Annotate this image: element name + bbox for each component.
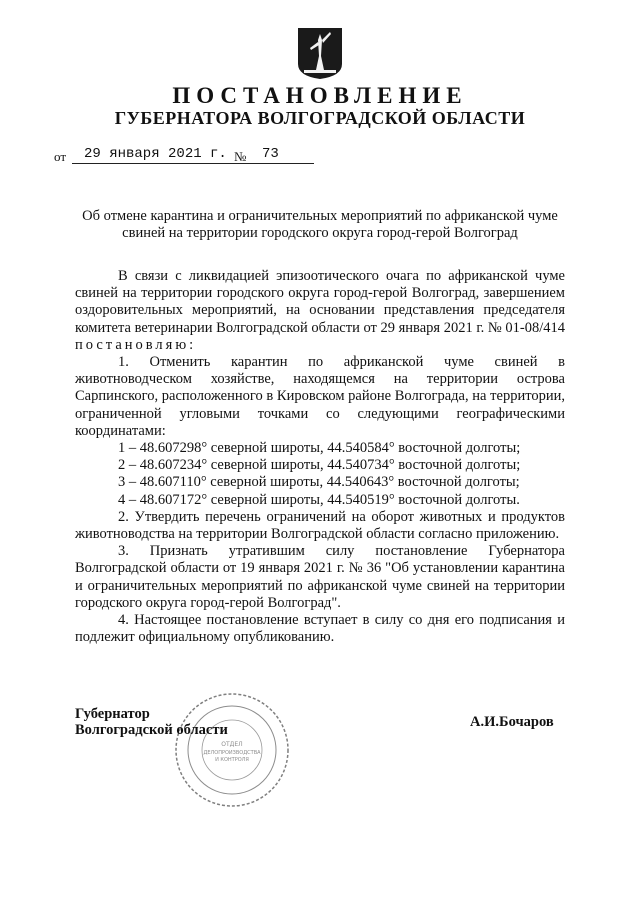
signatory-position-line1: Губернатор [75, 706, 150, 722]
number-underline [252, 163, 314, 164]
stamp-text-3: И КОНТРОЛЯ [215, 757, 249, 763]
coordinate-4: 4 – 48.607172° северной широты, 44.540519° восточной долготы. [118, 491, 520, 508]
date-underline [72, 163, 257, 164]
item-2: 2. Утвердить перечень ограничений на оборот животных и продуктов животноводства на территории Волгоградской области согласно приложению. [75, 508, 565, 543]
document-body [75, 268, 565, 646]
number-label: № [234, 149, 247, 164]
signatory-position [75, 706, 228, 738]
document-subtitle: ГУБЕРНАТОРА ВОЛГОГРАДСКОЙ ОБЛАСТИ [114, 108, 526, 128]
stamp-text-1: ОТДЕЛ [221, 741, 243, 748]
coordinate-2: 2 – 48.607234° северной широты, 44.540734° восточной долготы; [118, 457, 521, 474]
item-4: 4. Настоящее постановление вступает в силу со дня его подписания и подлежит официальному опубликованию. [75, 612, 565, 646]
coordinate-1: 1 – 48.607298° северной широты, 44.540584° восточной долготы; [118, 440, 521, 457]
document-date: 29 января 2021 г. [84, 146, 227, 162]
intro-paragraph [75, 268, 565, 354]
item-3: 3. Признать утратившим силу постановление Губернатора Волгоградской области от 19 января 2021 г. № 36 "Об установлении карантина и ограничительных мероприятий по африканской чуме свиней на территории городского округа город-герой Волгоград". [75, 543, 565, 611]
stamp-text-2: ДЕЛОПРОИЗВОДСТВА [203, 750, 261, 756]
volgograd-coat-of-arms-icon [296, 26, 344, 80]
signatory-position-line2: Волгоградской области [75, 722, 228, 738]
intro-text: В связи с ликвидацией эпизоотического очага по африканской чуме свиней на территории городского округа город-герой Волгоград, завершением оздоровительных мероприятий, на основании представления председателя комитета ветеринарии Волгоградской области от 29 января 2021 г. № 01-08/414 [75, 268, 565, 336]
item-1: 1. Отменить карантин по африканской чуме свиней в животноводческом хозяйстве, находящемся на территории острова Сарпинского, расположенного в Кировском районе Волгограда, на территории, ограниченной угловыми точками со следующими географическими координатами: [75, 354, 565, 439]
decree-word: постановляю: [75, 336, 197, 353]
signatory-name: А.И.Бочаров [470, 714, 554, 730]
document-number: 73 [262, 146, 279, 162]
document-title: ПОСТАНОВЛЕНИЕ [172, 83, 468, 108]
date-prefix-label: от [54, 149, 67, 164]
document-heading: Об отмене карантина и ограничительных мероприятий по африканской чуме свиней на территории городского округа город-герой Волгоград [82, 208, 558, 241]
coordinate-3: 3 – 48.607110° северной широты, 44.540643° восточной долготы; [118, 474, 520, 491]
